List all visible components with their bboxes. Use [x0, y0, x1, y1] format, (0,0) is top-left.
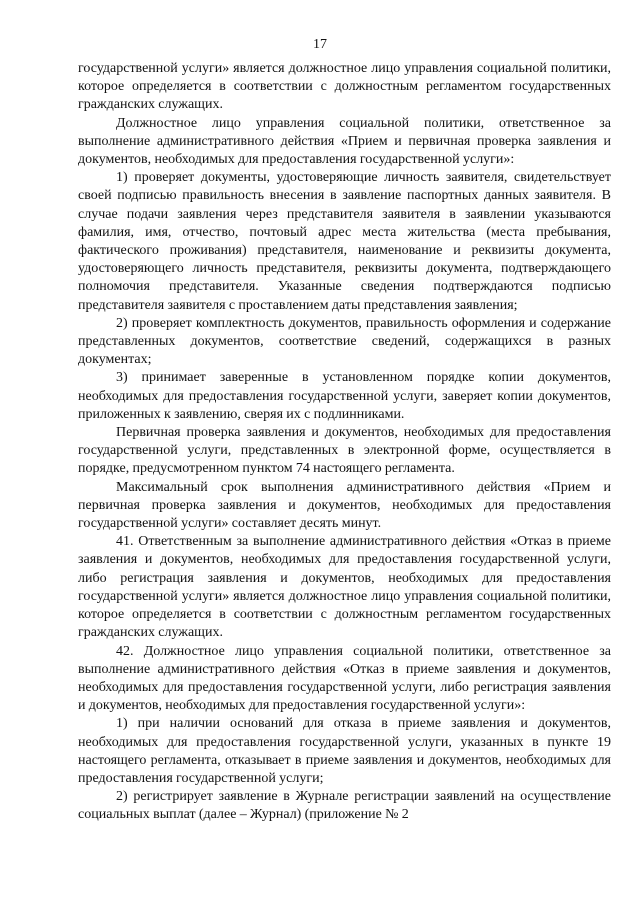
paragraph-item-3-accept-copies: 3) принимает заверенные в установленном порядке копии документов, необходимых для предоставления государственной услуги, заверяет копии документов, приложенных к заявлению, сверяя их с подлинниками. [78, 370, 611, 422]
paragraph-item-2-check-completeness: 2) проверяет комплектность документов, правильность оформления и содержание представленных документов, соответствие сведений, содержащихся в разных документах; [78, 315, 611, 368]
paragraph-electronic-check: Первичная проверка заявления и документов, необходимых для предоставления государственной услуги, представленных в электронной форме, осуществляется в порядке, предусмотренном пунктом 74 настоящего регламента. [78, 425, 611, 477]
page-number: 17 [313, 37, 327, 52]
paragraph-responsible-official: Должностное лицо управления социальной политики, ответственное за выполнение административного действия «Прием и первичная проверка заявления и документов, необходимых для предоставления государственной услуги»: [78, 115, 611, 168]
paragraph-continuation: государственной услуги» является должностное лицо управления социальной политики, которое определяется в соответствии с должностным регламентом государственных гражданских служащих. [78, 61, 611, 113]
paragraph-clause-42-item-2: 2) регистрирует заявление в Журнале регистрации заявлений на осуществление социальных выплат (далее – Журнал) (приложение № 2 [78, 789, 611, 823]
paragraph-max-duration: Максимальный срок выполнения административного действия «Прием и первичная проверка заявления и документов, необходимых для предоставления государственной услуги» составляет десять минут. [78, 479, 611, 532]
paragraph-clause-42-item-1: 1) при наличии оснований для отказа в приеме заявления и документов, необходимых для предоставления государственной услуги, указанных в пункте 19 настоящего регламента, отказывает в приеме заявления и документов, необходимых для предоставления государственной услуги; [78, 716, 611, 786]
paragraph-clause-42: 42. Должностное лицо управления социальной политики, ответственное за выполнение административного действия «Отказ в приеме заявления и документов, необходимых для предоставления государственной услуги, либо регистрация заявления и документов, необходимых для предоставления государственной услуги»: [78, 643, 611, 714]
paragraph-clause-41: 41. Ответственным за выполнение административного действия «Отказ в приеме заявления и документов, необходимых для предоставления государственной услуги, либо регистрация заявления и документов, необходимых для предоставления государственной услуги» является должностное лицо управления социальной политики, которое определяется в соответствии с должностным регламентом государственных гражданских служащих. [78, 534, 611, 641]
paragraph-item-1-verify-identity: 1) проверяет документы, удостоверяющие личность заявителя, свидетельствует своей подписью правильность внесения в заявление паспортных данных заявителя. В случае подачи заявления через представителя заявителя в заявлении указываются фамилия, имя, отчество, почтовый адрес места жительства (места пребывания, фактического проживания) представителя, наименование и реквизиты документа, удостоверяющего личность представителя, реквизиты документа, подтверждающего полномочия представителя. Указанные сведения подтверждаются подписью представителя заявителя с проставлением даты представления заявления; [78, 170, 611, 313]
document-body [78, 60, 611, 825]
